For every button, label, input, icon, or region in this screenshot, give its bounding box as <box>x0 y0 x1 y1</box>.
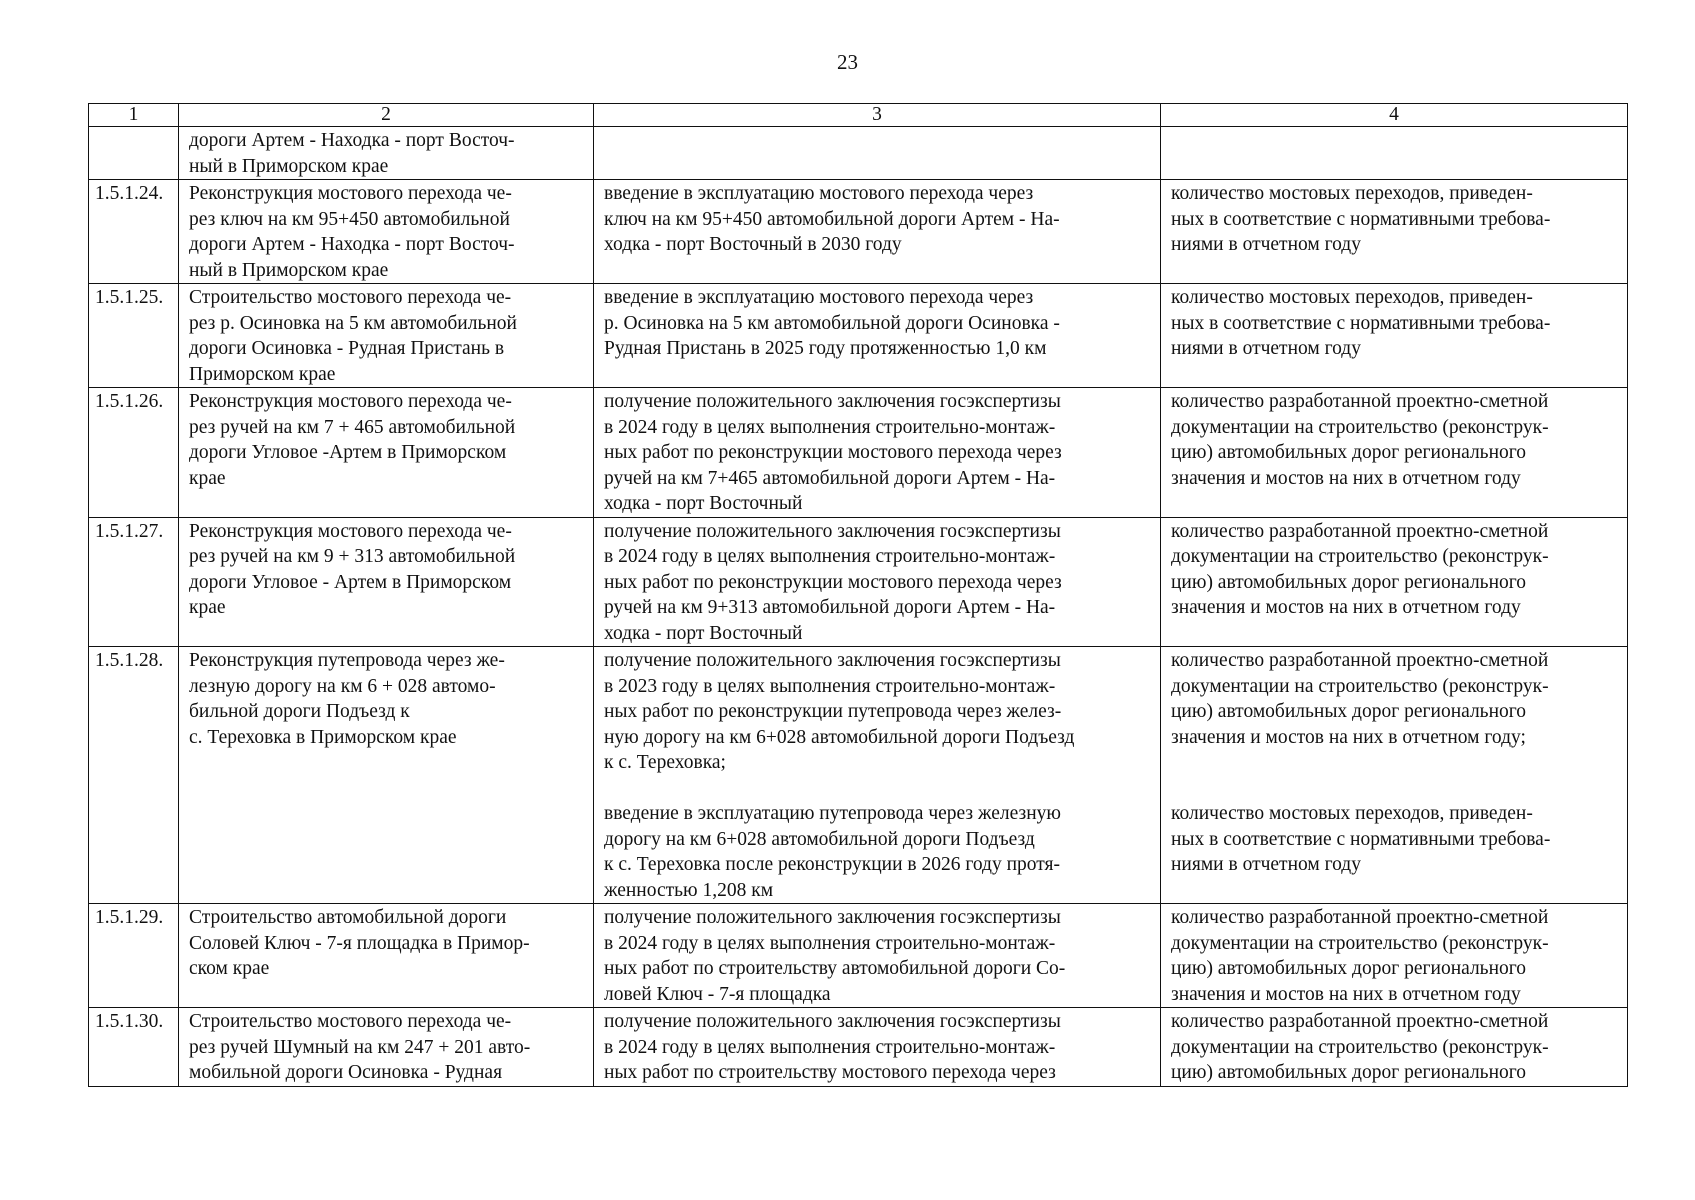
row-number-cell-text: 1.5.1.25. <box>95 287 164 308</box>
row-number-cell <box>89 647 179 904</box>
result-cell <box>594 127 1161 180</box>
row-number-cell <box>89 1008 179 1087</box>
result-cell-text: получение положительного заключения госэкспертизы в 2024 году в целях выполнения строительно-монтаж- ных работ по реконструкции мостового перехода через ручей на км 7+465 автомобильной дороги Артем - На- ходка - порт Восточный <box>604 391 1062 514</box>
table-row <box>89 1008 1628 1087</box>
measure-name-cell-text: Реконструкция путепровода через же- лезную дорогу на км 6 + 028 автомо- бильной дороги Подъезд к с. Тереховка в Приморском крае <box>189 650 505 748</box>
measure-name-cell-text: Реконструкция мостового перехода че- рез ключ на км 95+450 автомобильной дороги Артем - Находка - порт Восточ- ный в Приморском крае <box>189 183 515 281</box>
indicator-cell-text: количество разработанной проектно-сметной документации на строительство (реконструк- цию) автомобильных дорог регионального значения и мостов на них в отчетном году; количество мостовых переходов, приведен- ных в соответствие с нормативными требова- ниями в отчетном году <box>1171 650 1551 875</box>
header-row <box>89 104 1628 127</box>
indicator-cell <box>1161 647 1628 904</box>
indicator-cell-text: количество разработанной проектно-сметной документации на строительство (реконструк- цию) автомобильных дорог регионального <box>1171 1011 1549 1083</box>
result-cell <box>594 388 1161 518</box>
result-cell <box>594 284 1161 388</box>
row-number-cell-text: 1.5.1.28. <box>95 650 164 671</box>
result-cell-text: введение в эксплуатацию мостового перехода через р. Осиновка на 5 км автомобильной дороги Осиновка - Рудная Пристань в 2025 году протяженностью 1,0 км <box>604 287 1060 359</box>
measure-name-cell-text: Реконструкция мостового перехода че- рез ручей на км 7 + 465 автомобильной дороги Угловое -Артем в Приморском крае <box>189 391 516 489</box>
measure-name-cell <box>179 1008 594 1087</box>
measure-name-cell <box>179 180 594 284</box>
indicator-cell <box>1161 127 1628 180</box>
column-header-1: 1 <box>89 104 179 127</box>
measure-name-cell <box>179 517 594 647</box>
measure-name-cell <box>179 904 594 1008</box>
row-number-cell <box>89 388 179 518</box>
measure-name-cell <box>179 388 594 518</box>
measure-name-cell <box>179 127 594 180</box>
measure-name-cell <box>179 284 594 388</box>
row-number-cell-text: 1.5.1.29. <box>95 907 164 928</box>
result-cell <box>594 180 1161 284</box>
result-cell <box>594 1008 1161 1087</box>
indicator-cell-text: количество разработанной проектно-сметной документации на строительство (реконструк- цию) автомобильных дорог регионального значения и мостов на них в отчетном году <box>1171 520 1549 618</box>
indicator-cell <box>1161 517 1628 647</box>
page-number: 23 <box>837 50 858 74</box>
row-number-cell <box>89 180 179 284</box>
table-row <box>89 180 1628 284</box>
result-cell <box>594 517 1161 647</box>
row-number-cell-text: 1.5.1.26. <box>95 391 164 412</box>
indicator-cell <box>1161 180 1628 284</box>
result-cell-text: получение положительного заключения госэкспертизы в 2023 году в целях выполнения строительно-монтаж- ных работ по реконструкции путепровода через желез- ную дорогу на км 6+028 автомобильной дороги Подъезд к с. Тереховка; введение в эксплуатацию путепровода через железную дорогу на км 6+028 автомобильной дороги Подъезд к с. Тереховка после реконструкции в 2026 году протя- женностью 1,208 км <box>604 650 1075 901</box>
indicator-cell-text: количество мостовых переходов, приведен- ных в соответствие с нормативными требова- ниями в отчетном году <box>1171 287 1551 359</box>
indicator-cell <box>1161 284 1628 388</box>
table-row <box>89 647 1628 904</box>
result-cell-text: получение положительного заключения госэкспертизы в 2024 году в целях выполнения строительно-монтаж- ных работ по реконструкции мостового перехода через ручей на км 9+313 автомобильной дороги Артем - На- ходка - порт Восточный <box>604 520 1062 644</box>
result-cell-text: получение положительного заключения госэкспертизы в 2024 году в целях выполнения строительно-монтаж- ных работ по строительству автомобильной дороги Со- ловей Ключ - 7-я площадка <box>604 907 1066 1005</box>
measure-name-cell-text: Строительство автомобильной дороги Соловей Ключ - 7-я площадка в Примор- ском крае <box>189 907 530 979</box>
indicator-cell <box>1161 388 1628 518</box>
row-number-cell-text: 1.5.1.27. <box>95 520 164 542</box>
table-row <box>89 127 1628 180</box>
row-number-cell <box>89 284 179 388</box>
table-row <box>89 517 1628 647</box>
table-row <box>89 284 1628 388</box>
measure-name-cell-text: Реконструкция мостового перехода че- рез ручей на км 9 + 313 автомобильной дороги Угловое - Артем в Приморском крае <box>189 520 516 618</box>
column-header-2: 2 <box>179 104 594 127</box>
program-table <box>88 103 1628 1087</box>
row-number-cell <box>89 127 179 180</box>
row-number-cell <box>89 517 179 647</box>
measure-name-cell-text: Строительство мостового перехода че- рез ручей Шумный на км 247 + 201 авто- мобильной дороги Осиновка - Рудная <box>189 1011 531 1083</box>
indicator-cell <box>1161 1008 1628 1087</box>
result-cell-text: получение положительного заключения госэкспертизы в 2024 году в целях выполнения строительно-монтаж- ных работ по строительству мостового перехода через <box>604 1011 1061 1083</box>
indicator-cell-text: количество мостовых переходов, приведен- ных в соответствие с нормативными требова- ниями в отчетном году <box>1171 183 1551 255</box>
indicator-cell <box>1161 904 1628 1008</box>
column-header-3: 3 <box>594 104 1161 127</box>
measure-name-cell-text: дороги Артем - Находка - порт Восточ- ный в Приморском крае <box>189 130 515 177</box>
row-number-cell <box>89 904 179 1008</box>
table-row <box>89 904 1628 1008</box>
result-cell <box>594 647 1161 904</box>
row-number-cell-text: 1.5.1.30. <box>95 1011 164 1032</box>
measure-name-cell-text: Строительство мостового перехода че- рез р. Осиновка на 5 км автомобильной дороги Осиновка - Рудная Пристань в Приморском крае <box>189 287 517 385</box>
column-header-4: 4 <box>1161 104 1628 127</box>
indicator-cell-text: количество разработанной проектно-сметной документации на строительство (реконструк- цию) автомобильных дорог регионального значения и мостов на них в отчетном году <box>1171 907 1549 1005</box>
table-row <box>89 388 1628 518</box>
indicator-cell-text: количество разработанной проектно-сметной документации на строительство (реконструк- цию) автомобильных дорог регионального значения и мостов на них в отчетном году <box>1171 391 1549 489</box>
measure-name-cell <box>179 647 594 904</box>
result-cell <box>594 904 1161 1008</box>
result-cell-text: введение в эксплуатацию мостового перехода через ключ на км 95+450 автомобильной дороги Артем - На- ходка - порт Восточный в 2030 году <box>604 183 1060 255</box>
row-number-cell-text: 1.5.1.24. <box>95 183 164 204</box>
